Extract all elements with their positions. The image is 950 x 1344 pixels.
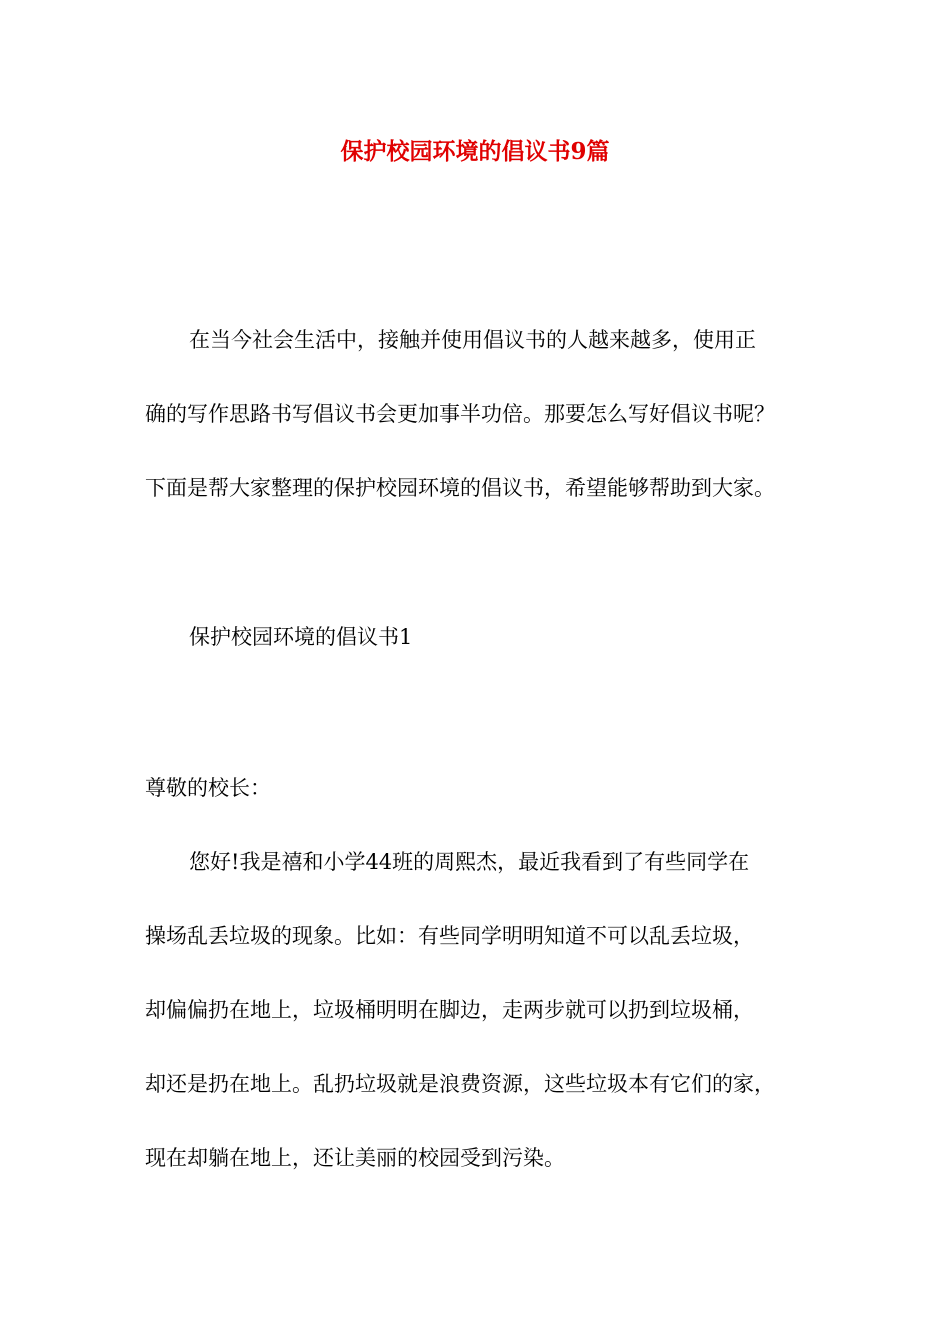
letter-line: 却偏偏扔在地上，垃圾桶明明在脚边，走两步就可以扔到垃圾桶，	[145, 998, 754, 1022]
section-heading-text: 保护校园环境的倡议书1	[189, 625, 413, 649]
document-title: 保护校园环境的倡议书9篇	[340, 138, 610, 165]
intro-paragraph	[145, 303, 835, 525]
section-heading	[145, 600, 835, 674]
letter-line: 操场乱丢垃圾的现象。比如：有些同学明明知道不可以乱丢垃圾，	[145, 924, 754, 948]
intro-line: 确的写作思路书写倡议书会更加事半功倍。那要怎么写好倡议书呢？	[145, 402, 775, 426]
letter-body-paragraph	[145, 825, 835, 1195]
letter-line: 现在却躺在地上，还让美丽的校园受到污染。	[145, 1146, 565, 1170]
letter-salutation	[145, 751, 835, 825]
salutation-text: 尊敬的校长：	[145, 776, 271, 800]
intro-line: 下面是帮大家整理的保护校园环境的倡议书，希望能够帮助到大家。	[145, 476, 775, 500]
intro-line: 在当今社会生活中，接触并使用倡议书的人越来越多，使用正	[189, 328, 756, 352]
letter-line: 却还是扔在地上。乱扔垃圾就是浪费资源，这些垃圾本有它们的家，	[145, 1072, 775, 1096]
letter-line: 您好!我是禧和小学44班的周熙杰，最近我看到了有些同学在	[189, 850, 750, 874]
